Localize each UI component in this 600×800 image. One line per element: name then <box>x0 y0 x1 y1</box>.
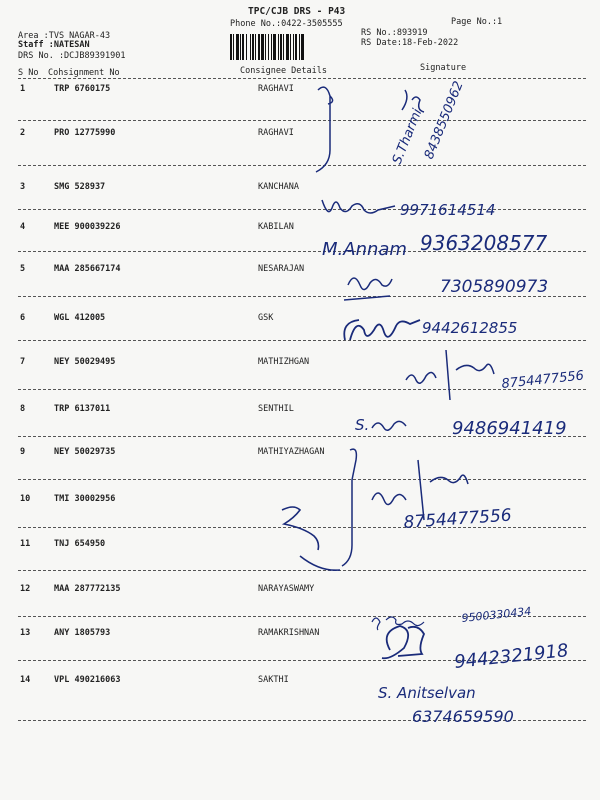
row-sno: 2 <box>20 128 26 138</box>
signature-mark <box>382 626 424 658</box>
row-consignment-number: PRO 12775990 <box>54 128 116 138</box>
signature-mark <box>344 320 420 340</box>
row-consignee-name: KANCHANA <box>258 182 299 192</box>
row-consignment-number: NEY 50029495 <box>54 357 116 367</box>
row-consignee-name: NESARAJAN <box>258 264 305 274</box>
r1-name: S.Tharmi <box>389 106 426 167</box>
document-title: TPC/CJB DRS - P43 <box>248 6 346 17</box>
signature-mark <box>342 449 356 566</box>
row-sno: 5 <box>20 264 26 274</box>
row-consignment-number: NEY 50029735 <box>54 447 116 457</box>
signature-mark <box>282 507 340 570</box>
r8-phone: 9486941419 <box>452 418 567 439</box>
row-consignment-number: ANY 1805793 <box>54 628 111 638</box>
row-consignee-name: SAKTHI <box>258 675 289 685</box>
row-sno: 1 <box>20 84 26 94</box>
row-sno: 13 <box>20 628 31 638</box>
row-consignee-name: RAGHAVI <box>258 84 294 94</box>
drs-number: DRS No. :DCJB89391901 <box>18 51 126 61</box>
row-sno: 11 <box>20 539 31 549</box>
row-sno: 8 <box>20 404 26 414</box>
row-consignee-name: RAGHAVI <box>258 128 294 138</box>
r14-name: S. Anitselvan <box>378 684 476 702</box>
row-sno: 4 <box>20 222 26 232</box>
r7-phone: 8754477556 <box>500 368 585 392</box>
row-consignee-name: MATHIYAZHAGAN <box>258 447 325 457</box>
row-consignment-number: TMI 30002956 <box>54 494 116 504</box>
row-consignee-name: RAMAKRISHNAN <box>258 628 320 638</box>
r14-phone: 6374659590 <box>412 707 514 726</box>
r3-phone: 9971614514 <box>400 201 496 219</box>
rs-date: RS Date:18-Feb-2022 <box>361 38 459 48</box>
r12-phone: 9500330434 <box>460 604 532 625</box>
row-consignment-number: TRP 6760175 <box>54 84 111 94</box>
row-consignment-number: TNJ 654950 <box>54 539 106 549</box>
row-sno: 9 <box>20 447 26 457</box>
staff-label: Staff :NATESAN <box>18 40 90 50</box>
r4-name: M.Annam <box>322 239 407 260</box>
row-sno: 10 <box>20 494 31 504</box>
row-sno: 14 <box>20 675 31 685</box>
row-consignee-name: SENTHIL <box>258 404 294 414</box>
row-consignment-number: MEE 900039226 <box>54 222 121 232</box>
signature-mark <box>344 278 392 300</box>
r6-phone: 9442612855 <box>422 319 518 337</box>
row-consignee-name: GSK <box>258 313 274 323</box>
row-sno: 7 <box>20 357 26 367</box>
signature-mark <box>322 200 395 213</box>
r5-phone: 7305890973 <box>440 277 549 297</box>
row-consignee-name: NARAYASWAMY <box>258 584 315 594</box>
row-sno: 6 <box>20 313 26 323</box>
signature-mark <box>372 421 406 430</box>
r10-phone: 8754477556 <box>402 505 513 533</box>
row-consignee-name: KABILAN <box>258 222 294 232</box>
page-number: Page No.:1 <box>451 17 503 27</box>
phone-number: Phone No.:0422-3505555 <box>230 19 343 29</box>
row-consignee-name: MATHIZHGAN <box>258 357 310 367</box>
signature-mark <box>406 350 494 400</box>
row-consignment-number: TRP 6137011 <box>54 404 111 414</box>
row-consignment-number: VPL 490216063 <box>54 675 121 685</box>
row-sno: 3 <box>20 182 26 192</box>
row-consignment-number: MAA 287772135 <box>54 584 121 594</box>
signature-mark <box>316 87 333 172</box>
rs-number: RS No.:893919 <box>361 28 428 38</box>
col-header-consignee: Consignee Details <box>240 66 327 76</box>
r1-phone: 8438550962 <box>421 79 467 162</box>
area-label: Area :TVS NAGAR-43 <box>18 31 111 41</box>
r13-phone: 9442321918 <box>453 640 570 673</box>
row-consignment-number: WGL 412005 <box>54 313 106 323</box>
col-header-sno: S No <box>18 68 39 78</box>
col-header-consignment: Cohsignment No <box>48 68 120 78</box>
col-header-signature: Signature <box>420 63 467 73</box>
r4-phone: 9363208577 <box>420 231 548 255</box>
row-consignment-number: SMG 528937 <box>54 182 106 192</box>
row-sno: 12 <box>20 584 31 594</box>
row-consignment-number: MAA 285667174 <box>54 264 121 274</box>
r8-name: S. <box>355 416 370 434</box>
